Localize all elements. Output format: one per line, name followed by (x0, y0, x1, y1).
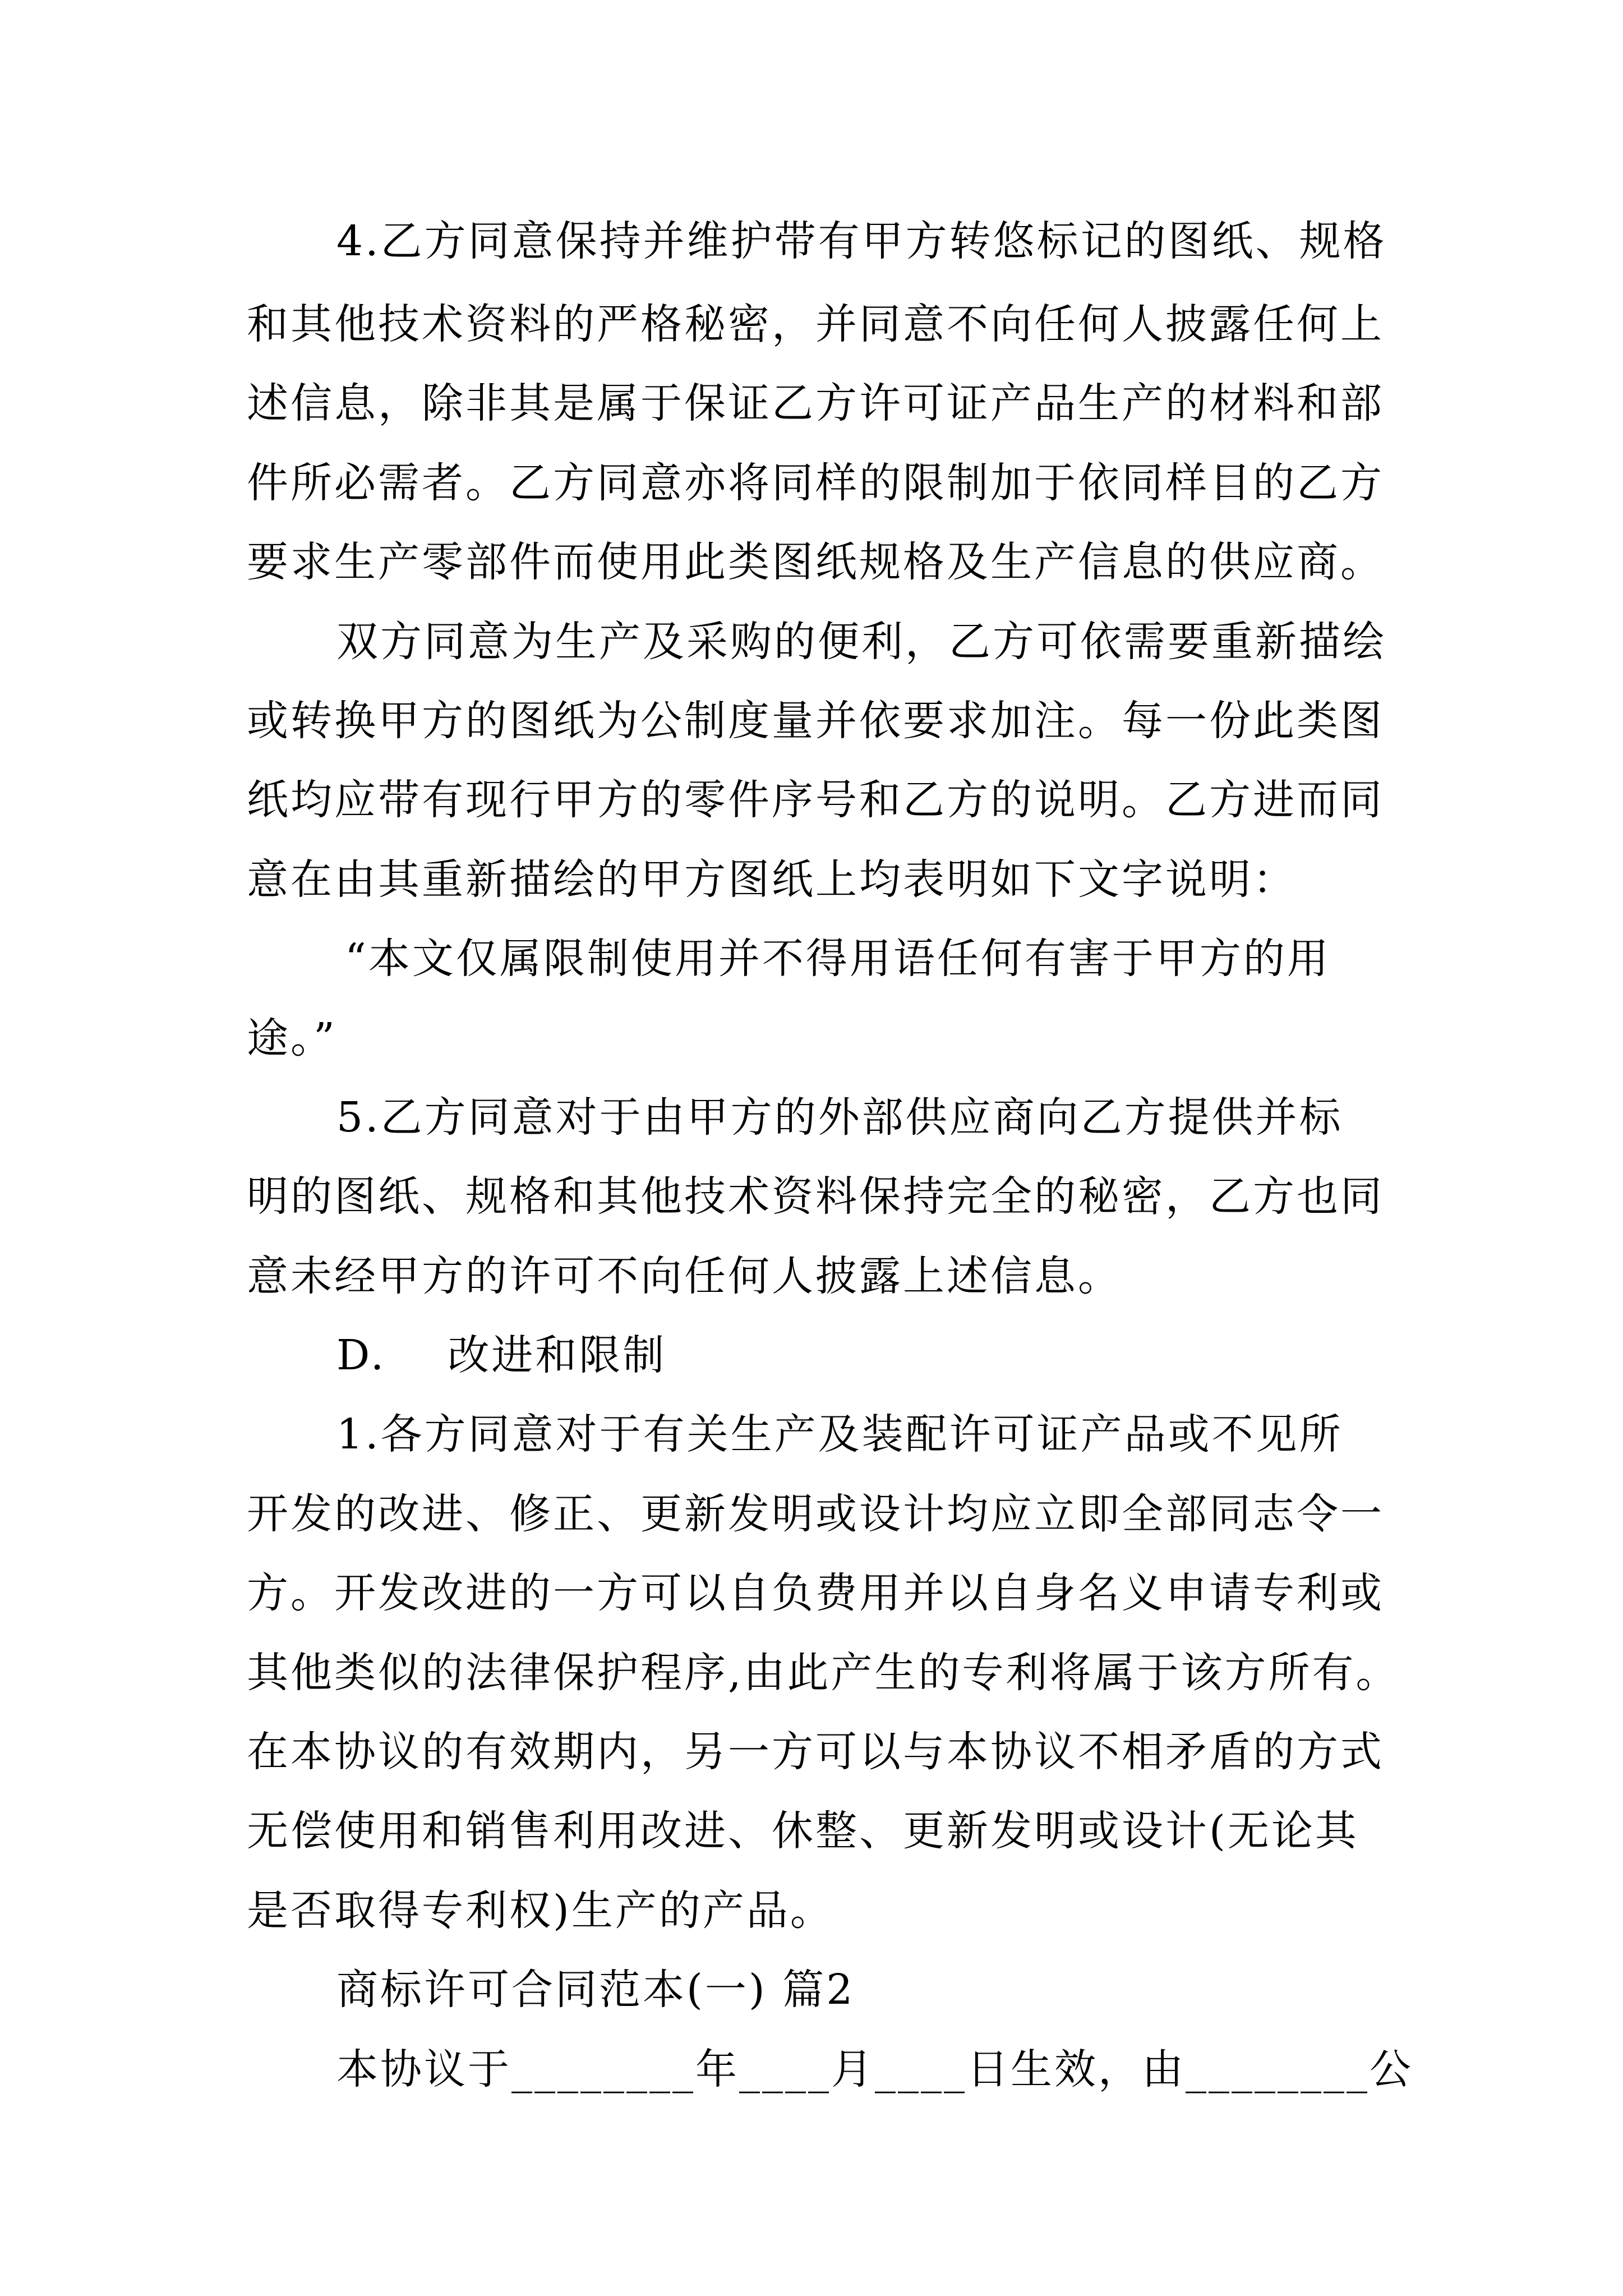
paragraph-line: 5.乙方同意对于由甲方的外部供应商向乙方提供并标 (336, 1093, 1343, 1142)
paragraph-line: 件所必需者。乙方同意亦将同样的限制加于依同样目的乙方 (247, 459, 1384, 507)
paragraph-line: 1.各方同意对于有关生产及装配许可证产品或不见所 (336, 1410, 1343, 1458)
paragraph-line: 意未经甲方的许可不向任何人披露上述信息。 (247, 1252, 1122, 1300)
paragraph-line: 其他类似的法律保护程序,由此产生的专利将属于该方所有。 (247, 1649, 1400, 1697)
paragraph-line: 和其他技术资料的严格秘密，并同意不向任何人披露任何上 (247, 300, 1384, 348)
paragraph-line: 双方同意为生产及采购的便利，乙方可依需要重新描绘 (336, 618, 1386, 666)
paragraph-line: 4.乙方同意保持并维护带有甲方转悠标记的图纸、规格 (336, 217, 1387, 265)
paragraph-line: 方。开发改进的一方可以自负费用并以自身名义申请专利或 (247, 1569, 1384, 1617)
article-title: 商标许可合同范本(一) 篇2 (336, 1966, 855, 2014)
quote-line: “本文仅属限制使用并不得用语任何有害于甲方的用 (345, 935, 1331, 983)
paragraph-line: 本协议于________年____月____日生效，由________公 (336, 2045, 1413, 2093)
paragraph-line: 是否取得专利权)生产的产品。 (247, 1887, 834, 1935)
paragraph-line: 述信息，除非其是属于保证乙方许可证产品生产的材料和部 (247, 379, 1384, 427)
quote-line: 途。” (247, 1014, 337, 1062)
paragraph-line: 或转换甲方的图纸为公制度量并依要求加注。每一份此类图 (247, 697, 1384, 745)
paragraph-line: 无偿使用和销售利用改进、休整、更新发明或设计(无论其 (247, 1807, 1359, 1855)
paragraph-line: 明的图纸、规格和其他技术资料保持完全的秘密，乙方也同 (247, 1172, 1384, 1221)
paragraph-line: 意在由其重新描绘的甲方图纸上均表明如下文字说明： (247, 855, 1297, 904)
paragraph-line: 在本协议的有效期内，另一方可以与本协议不相矛盾的方式 (247, 1728, 1384, 1776)
paragraph-line: 开发的改进、修正、更新发明或设计均应立即全部同志令一 (247, 1490, 1384, 1538)
paragraph-line: 纸均应带有现行甲方的零件序号和乙方的说明。乙方进而同 (247, 776, 1384, 824)
section-heading: D. 改进和限制 (336, 1331, 667, 1379)
paragraph-line: 要求生产零部件而使用此类图纸规格及生产信息的供应商。 (247, 538, 1384, 586)
